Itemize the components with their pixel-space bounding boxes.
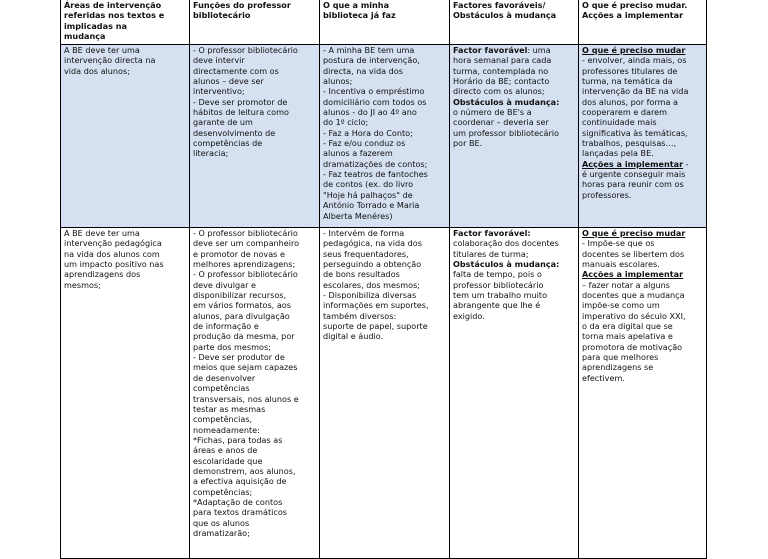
text-line: alunos – deve ser (193, 76, 264, 87)
text-line: mesmos; (64, 279, 101, 290)
text-line: *Adaptação de contos (193, 496, 283, 507)
text-line: trabalhos, pesquisas…, (582, 138, 677, 149)
text-line: para que melhores (582, 352, 659, 363)
text-line: Horário da BE; contacto (453, 76, 550, 87)
text-line: efectivem. (582, 372, 625, 383)
text-line: por BE. (453, 138, 483, 149)
text-line: promotora de motivação (582, 341, 683, 352)
cell-area (61, 45, 190, 228)
text-line: intervenção directa na (64, 55, 156, 66)
text-line: A BE deve ter uma (64, 45, 140, 55)
header-factores: Factores favoráveis/ Obstáculos à mudança (450, 0, 579, 45)
text-line: que os alunos (193, 517, 250, 528)
text-line: turma, na temática da (582, 76, 673, 87)
text-line: pedagógica, na vida dos (323, 238, 422, 249)
text-line: transversais, nos alunos e (193, 393, 299, 404)
text-line: coordenar – deveria ser (453, 117, 549, 128)
text-line: é urgente conseguir mais (582, 169, 686, 180)
header-ja-faz: O que a minha biblioteca já faz (320, 0, 450, 45)
text-line: garante de um (193, 117, 253, 128)
text-line: "Hoje há palhaços" de (323, 189, 413, 200)
text-line: directa, na vida dos (323, 65, 403, 76)
text-line: - Faz teatros de fantoches (323, 169, 428, 180)
text-line: titulares de turma; (453, 248, 529, 259)
text-line: aprendizagens dos (64, 269, 141, 280)
text-line: António Torrado e Maria (323, 200, 420, 211)
text-line: alunos, para divulgação (193, 310, 290, 321)
text-line: seus frequentadores, (323, 248, 409, 259)
text-line: competências (193, 383, 250, 394)
text-line: digital e áudio. (323, 331, 384, 342)
text-line: professores titulares de (582, 65, 678, 76)
text-line: competências de (193, 138, 263, 149)
text-line: - envolver, ainda mais, os (582, 55, 687, 66)
text-line: - Deve ser produtor de (193, 352, 285, 363)
text-line: manuais escolares. (582, 259, 660, 270)
text-line: hora semanal para cada (453, 55, 552, 66)
text-line: – fazer notar a alguns (582, 279, 671, 290)
cell-funcoes (190, 228, 320, 559)
text-line: dos alunos, por forma a (582, 96, 679, 107)
text-line: exigido. (453, 310, 485, 321)
text-line: lançadas pela BE. (582, 148, 654, 159)
text-line: para textos dramáticos (193, 507, 287, 518)
cell-area (61, 228, 190, 559)
text-line: - Intervém de forma (323, 228, 405, 238)
text-line: de bons resultados (323, 269, 400, 280)
text-line: professores. (582, 189, 632, 200)
text-line: competências, (193, 414, 253, 425)
text-line: o número de BE's a (453, 107, 532, 118)
text-line: impõe-se como um (582, 300, 660, 311)
header-areas: Áreas de intervenção referidas nos textos e implicadas na mudança (61, 0, 190, 45)
text-line: imperativo do século XXI, (582, 310, 686, 321)
text-line: - Deve ser promotor de (193, 96, 288, 107)
text-line: alunos a fazerem (323, 148, 393, 159)
text-line: directamente com os (193, 65, 279, 76)
cell-funcoes (190, 45, 320, 228)
text-line: na vida dos alunos com (64, 248, 160, 259)
text-line: domiciliário com todos os (323, 96, 427, 107)
text-line: em vários formatos, aos (193, 300, 291, 311)
text-line: perseguindo a obtenção (323, 259, 422, 270)
text-line: directo com os alunos; (453, 86, 545, 97)
text-line: A BE deve ter uma (64, 228, 140, 238)
cell-ja-faz (320, 45, 450, 228)
text-line: abrangente que lhe é (453, 300, 541, 311)
cell-mudar: O que é preciso mudar - Impõe-se que os docentes se libertem dos manuais escolares. Acções a implementar – fazer notar a alguns docentes que a mudança impõe-se como um imperativo do século XXI, o da era digital que se torna mais apelativa e promotora de motivação para que melhores aprendizagens se efectivem. (579, 228, 707, 559)
text-line: docentes que a mudança (582, 290, 685, 301)
text-line: um impacto positivo nas (64, 259, 164, 270)
text-line: tem um trabalho muito (453, 290, 548, 301)
intervention-table (60, 0, 707, 559)
header-funcoes: Funções do professor bibliotecário (190, 0, 320, 45)
text-line: continuidade mais (582, 117, 657, 128)
text-line: significativa às temáticas, (582, 127, 688, 138)
text-line: colaboração dos docentes (453, 238, 559, 249)
text-line: melhores aprendizagens; (193, 259, 296, 270)
header-mudar: O que é preciso mudar. Acções a implementar (579, 0, 707, 45)
text-line: desenvolvimento de (193, 127, 276, 138)
text-line: um professor bibliotecário (453, 127, 560, 138)
text-line: - Faz e/ou conduz os (323, 138, 406, 149)
text-line: suporte de papel, suporte (323, 321, 428, 332)
text-line: meios que sejam capazes (193, 362, 298, 373)
cell-ja-faz (320, 228, 450, 559)
text-line: interventivo; (193, 86, 245, 97)
text-line: intervenção da BE na vida (582, 86, 689, 97)
text-line: o da era digital que se (582, 321, 673, 332)
text-line: intervenção pedagógica (64, 238, 162, 249)
table-row (61, 228, 707, 559)
header-row (61, 0, 707, 45)
text-line: vida dos alunos; (64, 65, 130, 76)
text-line: dramatizarão; (193, 527, 250, 538)
text-line: torna mais apelativa e (582, 331, 673, 342)
text-line: turma, contemplada no (453, 65, 549, 76)
text-line: disponibilizar recursos, (193, 290, 287, 301)
text-line: de desenvolver (193, 372, 256, 383)
table-row (61, 45, 707, 228)
text-line: escolaridade que (193, 455, 263, 466)
text-line: alunos - do JI ao 4º ano (323, 107, 417, 118)
text-line: falta de tempo, pois o (453, 269, 542, 280)
text-line: literacia; (193, 148, 229, 159)
text-line: demonstrem, aos alunos, (193, 465, 296, 476)
cell-mudar: O que é preciso mudar - envolver, ainda mais, os professores titulares de turma, na temática da intervenção da BE na vida dos alunos, por forma a cooperarem e darem continuidade mais significativa às temáticas, trabalhos, pesquisas…, lançadas pela BE. Acções a implementar - é urgente conseguir mais horas para reunir com os professores. (579, 45, 707, 228)
text-line: nomeadamente: (193, 424, 260, 435)
text-line: e promotor de novas e (193, 248, 285, 259)
text-line: hábitos de leitura como (193, 107, 289, 118)
text-line: produção da mesma, por (193, 331, 295, 342)
text-line: deve intervir (193, 55, 245, 66)
text-line: testar as mesmas (193, 403, 266, 414)
text-line: horas para reunir com os (582, 179, 684, 190)
text-line: - Faz a Hora do Conto; (323, 127, 413, 138)
text-line: deve ser um companheiro (193, 238, 300, 249)
text-line: - O professor bibliotecário (193, 228, 298, 238)
text-line: docentes se libertem dos (582, 248, 685, 259)
text-line: a efectiva aquisição de (193, 476, 287, 487)
text-line: - O professor bibliotecário (193, 45, 298, 55)
text-line: professor bibliotecário (453, 279, 544, 290)
text-line: - A minha BE tem uma (323, 45, 415, 55)
cell-factores: Factor favorável: uma hora semanal para cada turma, contemplada no Horário da BE; contacto directo com os alunos; Obstáculos à mudança: o número de BE's a coordenar – deveria ser um professor bibliotecário por BE. (450, 45, 579, 228)
text-line: competências; (193, 486, 253, 497)
text-line: deve divulgar e (193, 279, 256, 290)
text-line: postura de intervenção, (323, 55, 420, 66)
text-line: - Incentiva o empréstimo (323, 86, 425, 97)
text-line: de informação e (193, 321, 259, 332)
text-line: cooperarem e darem (582, 107, 668, 118)
text-line: também diversos: (323, 310, 397, 321)
text-line: informações em suportes, (323, 300, 429, 311)
text-line: de contos (ex. do livro (323, 179, 414, 190)
text-line: parte dos mesmos; (193, 341, 271, 352)
text-line: alunos; (323, 76, 353, 87)
text-line: - Impõe-se que os (582, 238, 655, 249)
text-line: Alberta Menéres) (323, 210, 393, 221)
text-line: - Disponibiliza diversas (323, 290, 417, 301)
text-line: áreas e anos de (193, 445, 258, 456)
text-line: dramatizações de contos; (323, 158, 428, 169)
text-line: escolares, dos mesmos; (323, 279, 421, 290)
cell-factores: Factor favorável: colaboração dos docentes titulares de turma; Obstáculos à mudança: falta de tempo, pois o professor bibliotecário tem um trabalho muito abrangente que lhe é exigido. (450, 228, 579, 559)
text-line: *Fichas, para todas as (193, 434, 283, 445)
text-line: aprendizagens se (582, 362, 654, 373)
text-line: - O professor bibliotecário (193, 269, 298, 280)
text-line: do 1º ciclo; (323, 117, 369, 128)
